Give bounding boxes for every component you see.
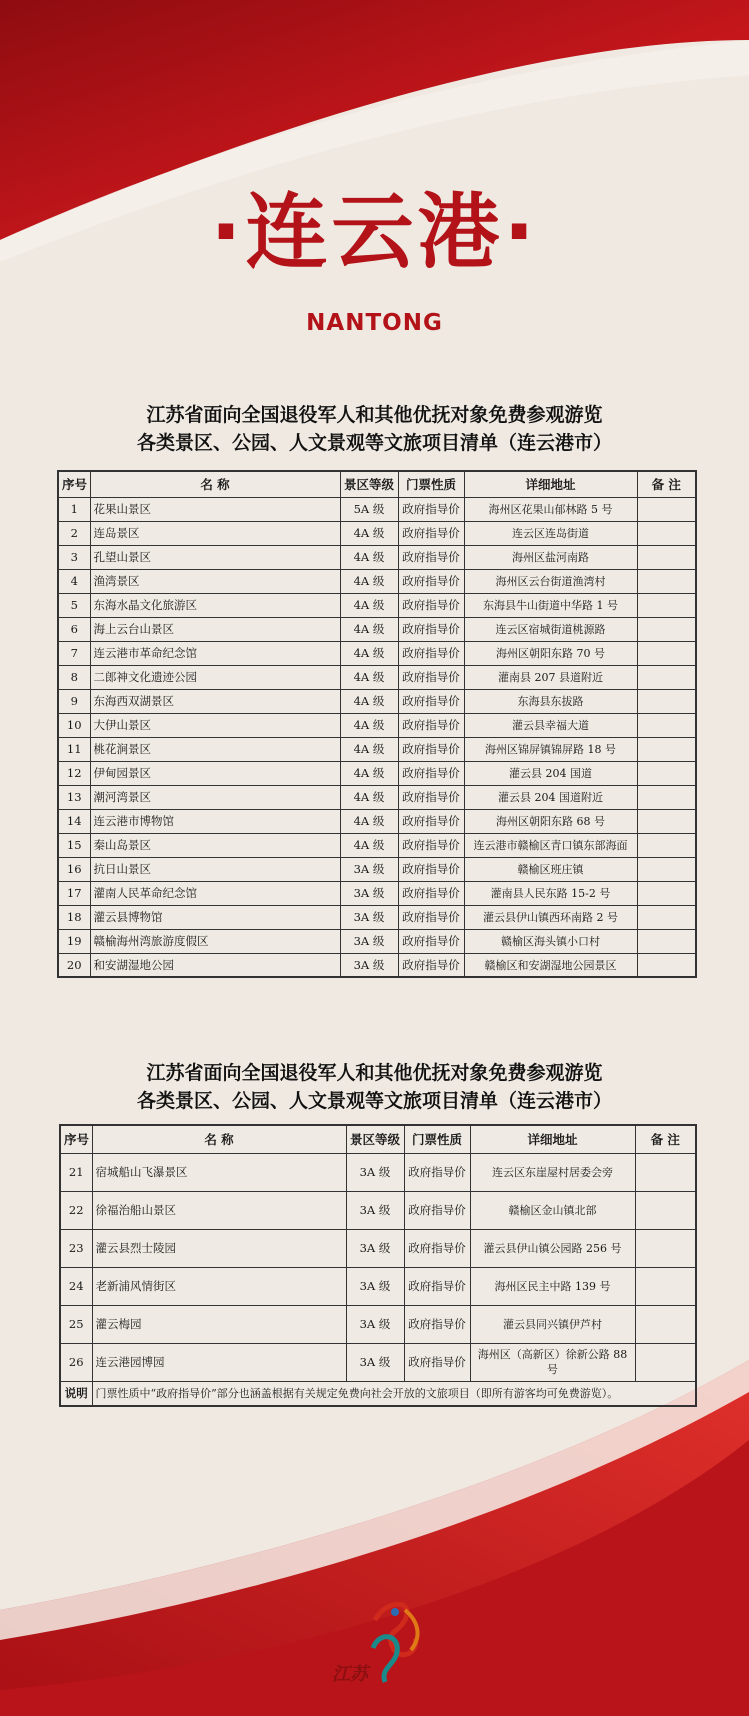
row-index: 1 bbox=[58, 497, 90, 521]
row-index: 8 bbox=[58, 665, 90, 689]
row-address: 东海县东拔路 bbox=[464, 689, 637, 713]
logo-text: 江苏 bbox=[332, 1664, 368, 1685]
col-header-name: 名 称 bbox=[90, 471, 340, 497]
section2-title-line1: 江苏省面向全国退役军人和其他优抚对象免费参观游览 bbox=[146, 1062, 603, 1084]
row-index: 20 bbox=[58, 953, 90, 977]
row-index: 4 bbox=[58, 569, 90, 593]
row-index: 24 bbox=[60, 1267, 92, 1305]
row-name: 和安湖湿地公园 bbox=[90, 953, 340, 977]
row-ticket: 政府指导价 bbox=[398, 929, 464, 953]
row-index: 14 bbox=[58, 809, 90, 833]
table-row bbox=[58, 545, 696, 569]
row-address: 海州区朝阳东路 70 号 bbox=[464, 641, 637, 665]
row-remarks bbox=[637, 713, 696, 737]
row-remarks bbox=[635, 1191, 696, 1229]
row-index: 19 bbox=[58, 929, 90, 953]
row-level: 3A 级 bbox=[340, 857, 398, 881]
table-header-row bbox=[58, 471, 696, 497]
col-header-index: 序号 bbox=[60, 1125, 92, 1153]
table-row bbox=[58, 665, 696, 689]
row-ticket: 政府指导价 bbox=[398, 857, 464, 881]
row-remarks bbox=[637, 665, 696, 689]
row-remarks bbox=[637, 809, 696, 833]
row-level: 4A 级 bbox=[340, 713, 398, 737]
row-ticket: 政府指导价 bbox=[404, 1305, 470, 1343]
row-remarks bbox=[637, 641, 696, 665]
row-address: 灌南县人民东路 15-2 号 bbox=[464, 881, 637, 905]
row-ticket: 政府指导价 bbox=[398, 953, 464, 977]
row-ticket: 政府指导价 bbox=[398, 545, 464, 569]
row-index: 2 bbox=[58, 521, 90, 545]
row-address: 灌云县同兴镇伊芦村 bbox=[470, 1305, 635, 1343]
row-ticket: 政府指导价 bbox=[398, 713, 464, 737]
table-row bbox=[60, 1229, 696, 1267]
row-index: 13 bbox=[58, 785, 90, 809]
row-address: 灌南县 207 县道附近 bbox=[464, 665, 637, 689]
row-address: 海州区云台街道渔湾村 bbox=[464, 569, 637, 593]
row-ticket: 政府指导价 bbox=[404, 1267, 470, 1305]
row-name: 秦山岛景区 bbox=[90, 833, 340, 857]
row-name: 连云港市博物馆 bbox=[90, 809, 340, 833]
attractions-table-1 bbox=[57, 470, 697, 978]
row-name: 老新浦风情街区 bbox=[92, 1267, 346, 1305]
row-index: 5 bbox=[58, 593, 90, 617]
table-row bbox=[58, 689, 696, 713]
row-level: 4A 级 bbox=[340, 665, 398, 689]
row-name: 灌南人民革命纪念馆 bbox=[90, 881, 340, 905]
table-row bbox=[58, 593, 696, 617]
row-index: 23 bbox=[60, 1229, 92, 1267]
row-level: 3A 级 bbox=[346, 1343, 404, 1381]
row-ticket: 政府指导价 bbox=[404, 1153, 470, 1191]
row-name: 孔望山景区 bbox=[90, 545, 340, 569]
row-address: 海州区民主中路 139 号 bbox=[470, 1267, 635, 1305]
row-ticket: 政府指导价 bbox=[404, 1343, 470, 1381]
row-index: 26 bbox=[60, 1343, 92, 1381]
row-ticket: 政府指导价 bbox=[398, 521, 464, 545]
row-level: 4A 级 bbox=[340, 617, 398, 641]
col-header-level: 景区等级 bbox=[340, 471, 398, 497]
row-level: 3A 级 bbox=[340, 881, 398, 905]
row-index: 9 bbox=[58, 689, 90, 713]
row-level: 4A 级 bbox=[340, 521, 398, 545]
table-row bbox=[58, 761, 696, 785]
table-row bbox=[60, 1305, 696, 1343]
row-level: 4A 级 bbox=[340, 761, 398, 785]
row-remarks bbox=[637, 785, 696, 809]
row-ticket: 政府指导价 bbox=[398, 689, 464, 713]
row-name: 灌云梅园 bbox=[92, 1305, 346, 1343]
row-index: 15 bbox=[58, 833, 90, 857]
row-remarks bbox=[637, 857, 696, 881]
row-index: 21 bbox=[60, 1153, 92, 1191]
row-address: 海州区朝阳东路 68 号 bbox=[464, 809, 637, 833]
row-ticket: 政府指导价 bbox=[404, 1191, 470, 1229]
row-name: 二郎神文化遗迹公园 bbox=[90, 665, 340, 689]
table-row bbox=[60, 1191, 696, 1229]
note-text: 门票性质中“政府指导价”部分也涵盖根据有关规定免费向社会开放的文旅项目（即所有游客均可免费游览）。 bbox=[92, 1381, 696, 1406]
col-header-ticket: 门票性质 bbox=[404, 1125, 470, 1153]
row-address: 海州区盐河南路 bbox=[464, 545, 637, 569]
row-level: 3A 级 bbox=[346, 1153, 404, 1191]
row-remarks bbox=[635, 1267, 696, 1305]
row-name: 渔湾景区 bbox=[90, 569, 340, 593]
row-address: 赣榆区金山镇北部 bbox=[470, 1191, 635, 1229]
row-address: 灌云县幸福大道 bbox=[464, 713, 637, 737]
row-level: 3A 级 bbox=[346, 1305, 404, 1343]
row-remarks bbox=[637, 761, 696, 785]
row-ticket: 政府指导价 bbox=[398, 881, 464, 905]
col-header-level: 景区等级 bbox=[346, 1125, 404, 1153]
row-index: 11 bbox=[58, 737, 90, 761]
col-header-name: 名 称 bbox=[92, 1125, 346, 1153]
row-name: 潮河湾景区 bbox=[90, 785, 340, 809]
row-level: 4A 级 bbox=[340, 545, 398, 569]
row-ticket: 政府指导价 bbox=[398, 497, 464, 521]
row-level: 4A 级 bbox=[340, 809, 398, 833]
row-level: 3A 级 bbox=[340, 905, 398, 929]
row-ticket: 政府指导价 bbox=[398, 737, 464, 761]
row-level: 3A 级 bbox=[346, 1191, 404, 1229]
row-index: 7 bbox=[58, 641, 90, 665]
col-header-ticket: 门票性质 bbox=[398, 471, 464, 497]
row-remarks bbox=[635, 1305, 696, 1343]
row-name: 连云港市革命纪念馆 bbox=[90, 641, 340, 665]
row-index: 22 bbox=[60, 1191, 92, 1229]
row-remarks bbox=[635, 1153, 696, 1191]
row-remarks bbox=[637, 737, 696, 761]
row-ticket: 政府指导价 bbox=[398, 809, 464, 833]
row-remarks bbox=[637, 545, 696, 569]
row-ticket: 政府指导价 bbox=[398, 641, 464, 665]
table-row bbox=[58, 857, 696, 881]
row-remarks bbox=[637, 617, 696, 641]
row-name: 桃花涧景区 bbox=[90, 737, 340, 761]
row-level: 4A 级 bbox=[340, 569, 398, 593]
col-header-address: 详细地址 bbox=[470, 1125, 635, 1153]
section2-title-line2: 各类景区、公园、人文景观等文旅项目清单（连云港市） bbox=[136, 1090, 612, 1112]
row-level: 4A 级 bbox=[340, 689, 398, 713]
row-address: 连云港市赣榆区青口镇东部海面 bbox=[464, 833, 637, 857]
row-address: 海州区（高新区）徐新公路 88 号 bbox=[470, 1343, 635, 1381]
table-row bbox=[58, 617, 696, 641]
row-name: 赣榆海州湾旅游度假区 bbox=[90, 929, 340, 953]
row-name: 伊甸园景区 bbox=[90, 761, 340, 785]
row-remarks bbox=[637, 569, 696, 593]
col-header-address: 详细地址 bbox=[464, 471, 637, 497]
city-title: ·连云港· bbox=[210, 185, 539, 280]
row-index: 12 bbox=[58, 761, 90, 785]
table-row bbox=[58, 737, 696, 761]
row-address: 连云区连岛街道 bbox=[464, 521, 637, 545]
row-level: 4A 级 bbox=[340, 785, 398, 809]
row-level: 3A 级 bbox=[346, 1267, 404, 1305]
table-row bbox=[58, 953, 696, 977]
row-ticket: 政府指导价 bbox=[398, 617, 464, 641]
table-row bbox=[58, 569, 696, 593]
row-level: 4A 级 bbox=[340, 833, 398, 857]
row-ticket: 政府指导价 bbox=[398, 761, 464, 785]
row-level: 4A 级 bbox=[340, 737, 398, 761]
row-index: 6 bbox=[58, 617, 90, 641]
table-row bbox=[60, 1153, 696, 1191]
table-row bbox=[58, 809, 696, 833]
row-ticket: 政府指导价 bbox=[398, 905, 464, 929]
section1-title-line1: 江苏省面向全国退役军人和其他优抚对象免费参观游览 bbox=[146, 404, 603, 426]
row-remarks bbox=[635, 1229, 696, 1267]
table-row bbox=[58, 497, 696, 521]
row-index: 16 bbox=[58, 857, 90, 881]
row-address: 灌云县 204 国道 bbox=[464, 761, 637, 785]
row-remarks bbox=[637, 833, 696, 857]
row-level: 4A 级 bbox=[340, 593, 398, 617]
row-name: 宿城船山飞瀑景区 bbox=[92, 1153, 346, 1191]
row-level: 3A 级 bbox=[346, 1229, 404, 1267]
row-index: 18 bbox=[58, 905, 90, 929]
section1-title-line2: 各类景区、公园、人文景观等文旅项目清单（连云港市） bbox=[136, 432, 612, 454]
row-index: 25 bbox=[60, 1305, 92, 1343]
row-ticket: 政府指导价 bbox=[404, 1229, 470, 1267]
row-index: 17 bbox=[58, 881, 90, 905]
row-ticket: 政府指导价 bbox=[398, 569, 464, 593]
table-row bbox=[58, 521, 696, 545]
row-remarks bbox=[637, 953, 696, 977]
row-name: 灌云县烈士陵园 bbox=[92, 1229, 346, 1267]
table-row bbox=[58, 929, 696, 953]
table-row bbox=[58, 785, 696, 809]
note-label: 说明 bbox=[60, 1381, 92, 1406]
table-row bbox=[60, 1343, 696, 1381]
row-ticket: 政府指导价 bbox=[398, 593, 464, 617]
col-header-index: 序号 bbox=[58, 471, 90, 497]
row-ticket: 政府指导价 bbox=[398, 833, 464, 857]
row-address: 灌云县伊山镇西环南路 2 号 bbox=[464, 905, 637, 929]
row-remarks bbox=[637, 593, 696, 617]
row-remarks bbox=[637, 881, 696, 905]
note-row bbox=[60, 1381, 696, 1406]
row-remarks bbox=[637, 929, 696, 953]
row-level: 3A 级 bbox=[340, 953, 398, 977]
row-index: 10 bbox=[58, 713, 90, 737]
table-row bbox=[58, 713, 696, 737]
attractions-table-2 bbox=[59, 1124, 697, 1407]
table-header-row bbox=[60, 1125, 696, 1153]
row-address: 海州区花果山郁林路 5 号 bbox=[464, 497, 637, 521]
row-level: 5A 级 bbox=[340, 497, 398, 521]
row-name: 灌云县博物馆 bbox=[90, 905, 340, 929]
row-address: 赣榆区海头镇小口村 bbox=[464, 929, 637, 953]
city-subtitle: NANTONG bbox=[306, 310, 443, 336]
row-ticket: 政府指导价 bbox=[398, 665, 464, 689]
table-row bbox=[58, 905, 696, 929]
row-name: 海上云台山景区 bbox=[90, 617, 340, 641]
table-row bbox=[58, 833, 696, 857]
row-name: 花果山景区 bbox=[90, 497, 340, 521]
col-header-remarks: 备 注 bbox=[635, 1125, 696, 1153]
row-name: 徐福治船山景区 bbox=[92, 1191, 346, 1229]
row-level: 4A 级 bbox=[340, 641, 398, 665]
row-address: 连云区宿城街道桃源路 bbox=[464, 617, 637, 641]
row-name: 东海西双湖景区 bbox=[90, 689, 340, 713]
row-remarks bbox=[637, 521, 696, 545]
row-name: 连云港园博园 bbox=[92, 1343, 346, 1381]
row-address: 东海县牛山街道中华路 1 号 bbox=[464, 593, 637, 617]
row-address: 灌云县 204 国道附近 bbox=[464, 785, 637, 809]
row-address: 连云区东崖屋村居委会旁 bbox=[470, 1153, 635, 1191]
row-ticket: 政府指导价 bbox=[398, 785, 464, 809]
table-row bbox=[58, 641, 696, 665]
row-address: 赣榆区班庄镇 bbox=[464, 857, 637, 881]
row-name: 东海水晶文化旅游区 bbox=[90, 593, 340, 617]
col-header-remarks: 备 注 bbox=[637, 471, 696, 497]
row-address: 灌云县伊山镇公园路 256 号 bbox=[470, 1229, 635, 1267]
row-name: 抗日山景区 bbox=[90, 857, 340, 881]
row-remarks bbox=[635, 1343, 696, 1381]
row-remarks bbox=[637, 497, 696, 521]
row-level: 3A 级 bbox=[340, 929, 398, 953]
row-name: 大伊山景区 bbox=[90, 713, 340, 737]
table-row bbox=[58, 881, 696, 905]
row-name: 连岛景区 bbox=[90, 521, 340, 545]
row-remarks bbox=[637, 689, 696, 713]
table-row bbox=[60, 1267, 696, 1305]
row-remarks bbox=[637, 905, 696, 929]
row-address: 海州区锦屏镇锦屏路 18 号 bbox=[464, 737, 637, 761]
row-index: 3 bbox=[58, 545, 90, 569]
row-address: 赣榆区和安湖湿地公园景区 bbox=[464, 953, 637, 977]
